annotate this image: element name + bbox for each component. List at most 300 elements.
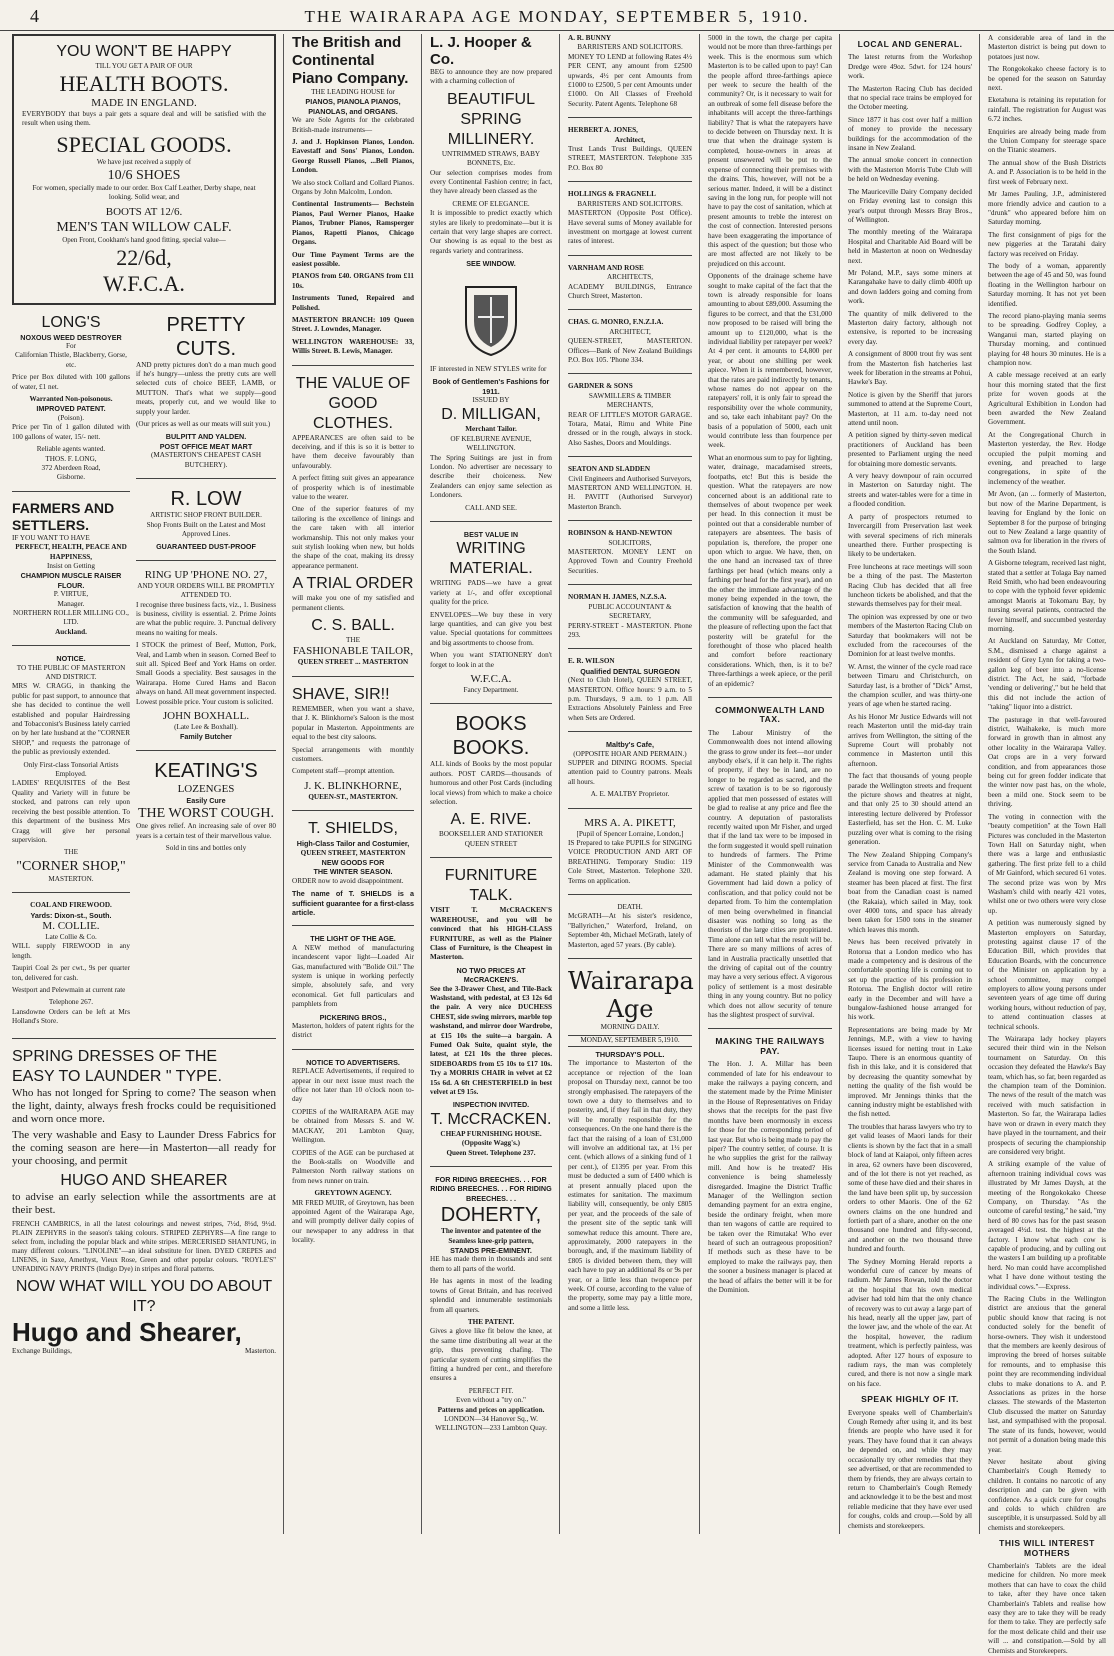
- local-item: The opinion was expressed by one or two members of the Masterton Racing Club on Saturday that bookmakers will not be excluded from the racecourses of the Dominion for at least twelve months.: [848, 612, 972, 659]
- notice-ladies: LADIES' REQUISITES of the Best Quality and Variety will in future be stocked, and patrons can rely upon receiving the best possible attention. To this department of the business Mrs Cragg will give her personal supervision.: [12, 779, 130, 844]
- local-item: The pasturage in that well-favoured district, Waihakeke, is much more forward in growth than in almost any other locality in the Wairarapa Valley. Oat crops are in a very forward condition, and from appearances those being cut for green fodder indicate that the winter now past has, on the whole, been a mild one. Stock seem to be thriving.: [988, 715, 1106, 809]
- local-item: As his Honor Mr Justice Edwards will not reach Masterton until the mid-day train arrives from Wellington, the sitting of the Supreme Court will probably not commence in Masterton until this afternoon.: [848, 712, 972, 768]
- card-sub: BARRISTERS AND SOLICITORS.: [577, 199, 683, 208]
- doherty-perfect: PERFECT FIT.: [468, 1386, 514, 1395]
- books-addr: QUEEN STREET: [464, 839, 518, 848]
- local-item: Eketahuna is retaining its reputation for rainfall. The registration for August was 6.72 inches.: [988, 96, 1106, 124]
- local-item: The record piano-playing mania seems to be spreading. Godfrey Copley, a Wanganui man, started playing on Thursday morning, and continued playing for 48 hours 30 minutes. He is a champion now.: [988, 311, 1106, 367]
- milligan-addr: OF KELBURNE AVENUE, WELLINGTON.: [450, 434, 532, 453]
- furniture-name: T. McCRACKEN.: [430, 1110, 552, 1128]
- ad-women: For women, specially made to our order. Box Calf Leather, Derby shape, neat looking. Solid wear, and: [32, 183, 256, 202]
- age-morning: MORNING DAILY.: [600, 1023, 660, 1032]
- cuts-title: PRETTY CUTS.: [166, 313, 246, 360]
- card-body: Trust Lands Trust Buildings, QUEEN STREET, MASTERTON. Telephone 335 P.O. Box 80: [568, 145, 692, 172]
- newspaper-nameplate: Wairarapa Age: [568, 967, 694, 1024]
- advertisers-copies2: COPIES of the AGE can be purchased at the Book-stalls on Woodville and Palmerston North railway stations on from news runner on train.: [292, 1148, 414, 1185]
- writing-fancy: Fancy Department.: [463, 686, 519, 695]
- doherty-even: Even without a "try on.": [456, 1396, 526, 1405]
- column-2: [286, 34, 420, 1534]
- ad-made: MADE IN ENGLAND.: [91, 97, 197, 109]
- column-5: [702, 34, 838, 1534]
- local-item: The New Zealand Shipping Company's service from Canada to Australia and New Zealand is moving one step forward. A steamer has been placed at first. The first boat from the Canadian coast is named (the Rakaia), which sailed in May, took over 4000 tons, and space has already been taken for 1500 tons in the steamer which leaves this month.: [848, 850, 972, 934]
- coal-body: WILL supply FIREWOOD in any length.: [12, 942, 130, 960]
- page-number: 4: [30, 6, 39, 26]
- keating-worst: THE WORST COUGH.: [138, 806, 274, 822]
- writing-env: ENVELOPES—We buy these in very large quantities, and can give you best value. Special quotations for committees and big assortments to choose from.: [430, 610, 552, 647]
- farmers-town: Auckland.: [55, 627, 87, 636]
- trial-fashion: FASHIONABLE TAILOR,: [292, 645, 414, 658]
- hooper-untrimmed: UNTRIMMED STRAWS, BABY BONNETS, Etc.: [441, 149, 541, 168]
- hooper-body: Our selection comprises modes from every Continental Fashion centre; in fact, they have already been classed as the: [430, 168, 552, 196]
- trial-body: will make you one of my satisfied and permanent clients.: [292, 594, 414, 612]
- piano-terms: Our Time Payment Terms are the easiest possible.: [292, 250, 414, 268]
- hooper-body2: It is impossible to predict exactly which styles are likely to predominate—but it is certain that very large shapes are correct. Our showing is as equal to the best as regards variety and contrariness.: [430, 209, 552, 255]
- death-title: DEATH.: [617, 903, 643, 912]
- shields-addr: QUEEN STREET, MASTERTON: [300, 848, 406, 857]
- local-item: The Racing Clubs in the Wellington district are anxious that the general public should know that racing is not conducted solely for the benefit of horse-owners. They wish it understood that the members are keenly desirous of improving the breed of horses suitable for remounts, and to emphasise this point they are recommending individual clubs to make donations to A. and P. Associations as prizes in the horse classes. The stewards of the Masterton Club discussed the matter on Saturday last, and sympathised with the proposal. The state of its funds, however, would not permit of a donation being made this year.: [988, 1295, 1106, 1454]
- local-item: The Sydney Morning Herald reports a wonderful cure of cancer by means of radium. Mr James Rowan, told the doctor at the hospital that his own medical adviser had told him that the only chance of recovery was to cut away a large part of his head, nearly all the upper jaw, part of the lower jaw, and the whole of the ear. At the hospital, however, the radium treatment, which is perfectly painless, was adopted. After 127 hours of exposure to radium rays, the man was completely cured, and there is not now a single mark on his face.: [848, 1257, 972, 1388]
- cuts-cheapest: (MASTERTON'S CHEAPEST CASH BUTCHERY).: [150, 451, 262, 469]
- shields-sub: High-Class Tailor and Costumier,: [296, 839, 410, 849]
- local-item: The Mauriceville Dairy Company decided on Friday evening last to consign this year's output through Messrs Bray Bros., of Wellington.: [848, 187, 972, 224]
- editorial-body-3: What an enormous sum to pay for lighting, water, drainage, macadamised streets, footpaths, etc! But this is beside the question. What the ratepayers are now concerned about is an additional rate to themselves of about twopence per week per head. In this connection it must be pointed out that a considerable number of ratepayers are absentees. The basis of population is, therefore, the proper one upon which to argue. We have, then, on the one hand an increased tax of three farthings per head (which means only a farthing per head for the first year), and on the other the immediate advantage of the money being expended in the town, the satisfaction of knowing that the health of the community will be safeguarded, and the pleasure of reflecting upon the fact that posterity will be grateful for the forethought of those who placed health and comfort before reactionary considerations. Which, then, is it to be? Three-farthings a week apiece, or the peril of an epidemic?: [708, 453, 832, 688]
- ad-subtitle: TILL YOU GET A PAIR OF OUR: [95, 62, 193, 70]
- local-general-title: LOCAL AND GENERAL.: [857, 39, 963, 49]
- ad-received: We have just received a supply of: [96, 157, 192, 166]
- card-sub: Architect,: [614, 135, 646, 144]
- notice-title: NOTICE.: [56, 654, 86, 664]
- shave-title: SHAVE, SIR!!: [292, 685, 390, 703]
- local-item: A considerable area of land in the Masterton district is being put down to potatoes just now.: [988, 34, 1106, 61]
- column-1: [6, 34, 282, 1534]
- spring-title2: EASY TO LAUNDER " TYPE.: [12, 1067, 222, 1085]
- ring-late: (Late Lee & Boxhall).: [174, 723, 238, 731]
- farmers-name: P. VIRTUE,: [53, 590, 89, 599]
- local-item: A petition signed by thirty-seven medical practitioners of Auckland has been presented to Parliament urging the need for obtaining more domestic servants.: [848, 431, 972, 468]
- age-poll: THURSDAY'S POLL.: [595, 1049, 665, 1059]
- age-body: The importance to Masterton of the acceptance or rejection of the loan proposal on Thursday next, cannot be too strongly emphasised. The ratepayers of the town owe a duty to themselves and to posterity, and, if they fail in that duty, they will be morally responsible for the consequences. On the one hand there is the fact that the raising of a loan of £31,000 will involve an additional tax, at 1½ per cent. (which allows of a sinking fund of 1 per cent.), of £1395 per year. From this must be deducted a sum of £400 which is at present annually placed upon the estimates for sanitation. The maximum liability will, consequently, be only £805 per year, and the proceeds of the sale of the present site of the septic tank will somewhat reduce this amount. There are, approximately, 2000 ratepayers in the borough, and, if the maximum liability of £805 is divided between them, they will each have to pay an additional 8s or 9s per year, or a little less than twopence per week. Of course, according to the value of the property, some may pay a little more, and some a little less.: [568, 1059, 692, 1312]
- card-5: [568, 382, 692, 448]
- railways-body: The Hon. J. A. Millar has been commended of late for his endeavour to make the railways a paying concern, and the statement made by the Prime Minister in the House of Representatives on Friday shows that the receipts for the past five months have been enormously in excess for those for the corresponding period of last year. But who is being made to pay the piper? The country settler, of course. It is he who supplies the grist for the railway mill. And how is he treated? His convenience is being shamelessly disregarded. Imagine the District Traffic Manager of the Wellington section demanding payment for an extra engine, beside the ordinary freight, when more than ten wagons of cattle are required to be taken over the Rimutaka! Who ever heard of such an outrageous proposition? If methods such as these have to be employed to make the railways pay, then the sooner a business manager is placed at the head of affairs the better will it be for the Dominion.: [708, 1060, 832, 1294]
- column-7: [982, 34, 1112, 1655]
- card-body: ACADEMY BUILDINGS, Entrance Church Street, Masterton.: [568, 282, 692, 300]
- local-item: A striking example of the value of afternoon training individual cows was illustrated by Mr James Daysh, at the meeting of the Rongokokako Cheese Company, on Thursday. "As the outcome of careful testing," he said, "my herd of 80 cows has for the past season averaged 4½d. test. the highest at the factory. I know what each cow is capable of producing, and by culling out the wasters I am building up a profitable herd. No man could have accomplished what I have done without testing the individual cows."—Express.: [988, 1160, 1106, 1291]
- books-name: A. E. RIVE.: [450, 811, 532, 829]
- spring-foot2: Masterton.: [245, 1346, 276, 1355]
- doherty-wellington: WELLINGTON—233 Lambton Quay.: [435, 1424, 547, 1433]
- column-divider: [421, 34, 422, 1534]
- column-divider: [839, 34, 840, 1534]
- coal-yards: Yards: Dixon-st., South.: [30, 910, 112, 920]
- notice-body: MRS W. CRAGG, in thanking the public for past support, to announce that she has decided to continue the well established and popular Hairdressing and Tobacconist's Business lately carried on by her late husband at the "CORNER SHOP," and requests the patronage of the public as previously extended.: [12, 682, 130, 757]
- coal-title: COAL AND FIREWOOD.: [30, 901, 112, 910]
- local-item: A consignment of 8000 trout fry was sent from the Masterton fish hatcheries last week for liberation in the streams at Pohui, Hawke's Bay.: [848, 350, 972, 387]
- commonwealth-body: The Labour Ministry of the Commonwealth does not intend allowing the grass to grow under its feet—nor under anybody else's, if it can help it. The rights of property, if they be in land, are no longer to be regarded as sacred, and the screw of taxation is to be so rigorously applied that men possessed of estates will be glad to realise at any price and flee the country. A deputation of pastoralists recently waited upon Mr Fisher, and urged that if the land tax were to be imposed in the form suggested it would spell ruination to hundreds of farmers. The Prime Minister of the Commonwealth was adamant. He stated plainly that his Government had laid down a policy of confiscation, and that policy could not be departed from. To him the contemplation of men being overwhelmed in financial disaster was nothing so long as the theorists of the large cities are propitiated. Time alone can tell what the result will be. There are so many millions of acres of land in Australia practically unsettled that the driving of capital out of the country may have a very serious effect. A vigorous policy of settlement is a most desirable thing in any young country. But no policy which does not allow security of tenure has the slightest prospect of survival.: [708, 728, 832, 1020]
- longs-product: NOXOUS WEED DESTROYER: [20, 332, 122, 342]
- spring-name: HUGO AND SHEARER: [60, 1171, 228, 1189]
- column-4: [562, 34, 698, 1534]
- local-item: The first consignment of pigs for the new piggeries at the Taratahi dairy factory was received on Friday.: [988, 230, 1106, 258]
- local-item: The troubles that harass lawyers who try to get valid leases of Maori lands for their clients is shown by the fact that in a small block of land at Kaiapoi, only fifteen acres in area, 62 owners have been discovered, and of the lot there is not yet reached, as some of these have died and their shares in the land have been split up, by succession orders to other Maoris. One of the 62 owners claims on the one hundred and fortieth part of a share, another on the one thousand one hundred and fifty-second, and another on the two thousand three hundred and fourth.: [848, 1122, 972, 1254]
- card-body: REAR OF LITTLE'S MOTOR GARAGE. Totara, Matai, Rimu and White Pine dressed or in the rough, always in stock. Also Sashes, Doors and Mouldings.: [568, 410, 692, 447]
- light-title: THE LIGHT OF THE AGE.: [310, 934, 396, 944]
- spring-sign: Hugo and Shearer,: [12, 1316, 242, 1347]
- local-item: The annual show of the Bush Districts A. and P. Association is to be held in the first week of February next.: [988, 158, 1106, 186]
- longs-price: Price per Box diluted with 100 gallons of water, £1 net.: [12, 373, 130, 391]
- piano-house: THE LEADING HOUSE for: [311, 88, 395, 96]
- local-item: A petition was numerously signed by Masterton employers on Saturday, protesting against clause 17 of the Education Bill, which provides that Education Boards, with the concurrence of the Minister on application by a school committee, may compel employers to allow young persons under seventeen years of age time off during working hours, without reduction of pay, to attend continuation classes at technical schools.: [988, 919, 1106, 1031]
- spring-question: NOW WHAT WILL YOU DO ABOUT IT?: [15, 1277, 273, 1315]
- piano-branch: MASTERTON BRANCH: 109 Queen Street. J. Lowndes, Manager.: [292, 315, 414, 334]
- card-name: HERBERT A. JONES,: [568, 126, 638, 135]
- ring-l2: AND YOUR ORDERS WILL BE PROMPTLY ATTENDED TO.: [137, 581, 275, 600]
- piano-title: The British and Continental Piano Company.: [292, 34, 409, 87]
- ring-name: JOHN BOXHALL.: [162, 710, 250, 722]
- local-item: The Rongokokako cheese factory is to be opened for the season on Saturday next.: [988, 65, 1106, 93]
- longs-title: LONG'S: [41, 313, 101, 331]
- doherty-stands: STANDS PRE-EMINENT.: [450, 1246, 532, 1256]
- doherty-sub: The inventor and patentee of the Seamless knee-grip pattern,: [441, 1227, 541, 1245]
- piano-items: PIANOS, PIANOLA PIANOS, PIANOLAS, and ORGANS.: [305, 97, 401, 116]
- mothers-body: Chamberlain's Tablets are the ideal medicine for children. No more meek mothers that can have to coax the child to take, after they have once taken Chamberlain's Tablets and realise how easy they are to take they will be ready for them to take. They are perfectly safe for the most delicate child and their use will ... and constipation.—Sold by all Chemists and Storekeepers.: [988, 1561, 1106, 1655]
- farmers-product: CHAMPION MUSCLE RAISER FLOUR.: [20, 571, 122, 590]
- trial-name: C. S. BALL.: [311, 617, 395, 635]
- shields-guar: The name of T. SHIELDS is a sufficient guarantee for a first-class article.: [292, 889, 414, 917]
- shave-addr: QUEEN-ST., MASTERTON.: [308, 792, 398, 801]
- masthead: THE WAIRARAPA AGE MONDAY, SEPTEMBER 5, 1910.: [304, 7, 810, 26]
- maltby-name: A. E. MALTBY Proprietor.: [590, 790, 670, 799]
- cuts-note: (Our prices as well as our meats will suit you.): [136, 420, 271, 429]
- card-3: [568, 264, 692, 302]
- milligan-body: The Spring Suitings are just in from London. No advertiser are necessary to describe their choiceness. New Zealanders can enjoy same selection as Londoners.: [430, 453, 552, 500]
- farmers-company: NORTHERN ROLLER MILLING CO., LTD.: [13, 608, 129, 627]
- clothes-body3: One of the superior features of my tailoring is the excellence of linings and the care taken with all interior workmanship. This not only makes your suit stylish looking when new, but holds the shape of the coat, making its dressy appearance permanent.: [292, 505, 414, 570]
- ad-open: Open Front, Cookham's hand good fitting, special value—: [62, 235, 226, 244]
- greytown-body: MR FRED MUIR, of Greytown, has been appointed Agent of the Wairarapa Age, and will promptly deliver daily copies of our newspaper to any address in that locality.: [292, 1198, 414, 1245]
- card-name: GARDNER & SONS: [568, 382, 633, 391]
- shave-body: REMEMBER, when you want a shave, that J. K. Blinkhorne's Saloon is the most popular in Masterton. Appointments are equal to the best city saloons.: [292, 704, 414, 742]
- editorial-body-1: 5000 in the town, the charge per capita would not be more than three-farthings per week. This is the enormous sum which Masterton is to be called upon to pay! Can the people afford three-farthings apiece per week to secure the health of the community? Or, is it necessary to wait for an outbreak of some fell disease before the inhabitants will accept the three-farthings liability? That is what the ratepayers have to decide between on Thursday next. It is true that when the drainage system is completed, house-owners in areas at present unsewered will be put to the expense of connecting their premises with the drains. This, however, will not be a serious matter. Indeed, it will be a distinct saving in the long run, for people will not have to pay the cost of sanitation, which at present amounts to treble the interest on the cost of connection. Interested persons have been exaggerating the importance of this aspect of the question; but those who are most affected are not likely to be prejudiced on this account.: [708, 34, 832, 268]
- maltby-sub: (OPPOSITE HOAR AND PERMAIN.): [573, 749, 687, 758]
- coal-name: M. COLLIE.: [42, 919, 100, 932]
- farmers-title: FARMERS AND SETTLERS.: [12, 499, 115, 533]
- local-item: Notice is given by the Sheriff that jurors summoned to attend at the Supreme Court, Masterton, at 11 a.m. to-day need not attend until noon.: [848, 390, 972, 428]
- local-item: At the Congregational Church in Masterton yesterday, the Rev. Hodge occupied the pulpit morning and evening, and preached to large congregations, in spite of the inclemency of the weather.: [988, 430, 1106, 486]
- column-6: [842, 34, 978, 1534]
- death-body: McGRATH—At his sister's residence, "Ballyrichen," Waterford, Ireland, on September 4th, Michael McGrath, lately of Masterton, aged 57 years. (By cable).: [568, 912, 692, 949]
- coal-westport: Westport and Pelewmain at current rate: [12, 985, 126, 994]
- furniture-body: VISIT T. McCRACKEN'S WAREHOUSE, and you will be convinced that his HIGH-CLASS FURNITURE, as well as the Plainer Class of Furniture, is the Cheapest in Masterton.: [430, 906, 552, 962]
- card-sub: Civil Engineers and Authorised Surveyors,: [568, 474, 692, 483]
- hooper-see: SEE WINDOW.: [466, 259, 516, 269]
- longs-poison: (Poison).: [57, 413, 85, 422]
- card-name: SEATON AND SLADDEN: [568, 465, 651, 474]
- trial-addr: QUEEN STREET ... MASTERTON: [297, 658, 409, 667]
- card-body: MASTERTON (Opposite Post Office). Have several sums of Money available for investment on mortgage at lowest current rates of interest.: [568, 209, 692, 246]
- spring-foot: Exchange Buildings,: [12, 1346, 72, 1355]
- ad-special: SPECIAL GOODS.: [56, 131, 232, 157]
- doherty-name: DOHERTY,: [440, 1204, 542, 1227]
- maltby-body: SUPPER and DINING ROOMS. Special attention paid to Country patrons. Meals all hours.: [568, 758, 692, 786]
- notice-town: MASTERTON.: [48, 874, 94, 883]
- furniture-title: FURNITURE TALK.: [444, 867, 538, 905]
- writing-body: WRITING PADS—we have a great variety at 1/-, and offer exceptional quality for the price.: [430, 579, 552, 607]
- local-item: Mr Poland, M.P., says some miners at Karangahake have to daily climb 400ft up and down ladders going and coming from work.: [848, 268, 972, 306]
- card-0: [568, 34, 692, 109]
- shields-season: THE WINTER SEASON.: [313, 867, 393, 877]
- writing-title: BEST VALUE IN: [463, 529, 519, 539]
- column-divider: [699, 34, 700, 1534]
- books-role: BOOKSELLER AND STATIONER: [438, 830, 544, 839]
- spring-advise: to advise an early selection while the assortments are at their best.: [12, 1190, 276, 1216]
- card-name: CHAS. G. MONRO, F.N.Z.I.A.: [568, 318, 664, 327]
- card-body: QUEEN-STREET, MASTERTON. Offices—Bank of New Zealand Buildings P.O. Box 105. 'Phone 334.: [568, 337, 692, 364]
- low-artistic: ARTISTIC SHOP FRONT BUILDER.: [150, 511, 262, 520]
- spring-dresses-ad: [12, 1047, 276, 1356]
- low-name: R. LOW: [170, 488, 242, 511]
- card-name: ROBINSON & HAND-NEWTON: [568, 529, 673, 538]
- local-item: A Gisborne telegram, received last night, stated that a settler at Tolaga Bay named Reid Smith, who had been endeavouring to cope with the typhoid fever epidemic amongst Maoris at Tokomaru Bay, by nursing several patients, contracted the fever himself, and succumbed yesterday morning.: [988, 559, 1106, 633]
- local-item: The body of a woman, apparently between the age of 45 and 50, was found floating in the Wellington harbour on Saturday morning. It has not yet been identified.: [988, 261, 1106, 308]
- longs-warranted: Warranted Non-poisonous.: [29, 395, 113, 404]
- editorial-body-2: Opponents of the drainage scheme have sought to make capital of the fact that the town is already responsible for loans amounting to about £89,000. Assuming the figures to be correct, and that the £31,000 now proposed to be raised will bring the amount up to £120,000, what is the individual liability per ratepayer per week? At 4 per cent. it amounts to £4,800 per year, or about one shilling per week apiece. When it is remembered, however, that the rates are paid indirectly by tenants, whose names do not appear on the ratepayers' roll, it is only fair to spread the responsibility over the whole community, and so, take each inhabitant pay? On the basis of a population of 5000, each unit would contribute less than fourpence per week.: [708, 272, 832, 450]
- doherty-patterns: Patterns and prices on application.: [437, 1405, 545, 1414]
- local-item: The Masterton Racing Club has decided that no special race trains be employed for the October meeting.: [848, 84, 972, 112]
- ring-body: I recognise three business facts, viz., 1. Business is business, civility is essential. 2. Prime Joints are what the public require. 3. Punctual delivery means no waiting for meals.: [136, 600, 276, 637]
- furniture-addr: Queen Street. Telephone 237.: [446, 1148, 536, 1157]
- local-item: A very heavy downpour of rain occurred in Masterton on Saturday night. The streets and water-tables were for a time in a flooded condition.: [848, 472, 972, 509]
- shave-name: J. K. BLINKHORNE,: [304, 779, 402, 792]
- card-body: (Next to Club Hotel), QUEEN STREET, MASTERTON. Office hours: 9 a.m. to 5 p.m. Thursdays, 9 a.m. to 1 p.m. All Extractions Absolutely Painless and Free when Sets are Ordered.: [568, 676, 692, 722]
- local-item: The Wairarapa lady hockey players secured their third win in the Nelson tournament on Saturday. On this occasion they defeated the Hawke's Bay team, which has, so far, been regarded as the champion team of the Dominion. The news of the result of the match was received with much satisfaction in Masterton. So far, the Wairarapa ladies have won or drawn in every match they have played in the tournament, and their prospects of securing the championship are considered very bright.: [988, 1035, 1106, 1156]
- ad-title: YOU WON'T BE HAPPY: [56, 43, 232, 60]
- longs-agents: Reliable agents wanted.: [36, 445, 106, 454]
- cuts-mart: POST OFFICE MEAT MART: [159, 441, 253, 451]
- light-name: PICKERING BROS.,: [319, 1012, 387, 1022]
- piano-tuned: Instruments Tuned, Repaired and Polished.: [292, 294, 414, 312]
- longs-for: For: [66, 342, 76, 351]
- card-name: A. R. BUNNY: [568, 34, 612, 42]
- local-item: News has been received privately in Rotorua that a London medico who has made a competency and is desirous of the comfortable sporting life is coming out to set up the practice of his profession in Rotorua. The English doctor will retire early in the December and will have a bungalow-fashioned house arranged for his work.: [848, 938, 972, 1022]
- longs-price2: Price per Tin of 1 gallon diluted with 100 gallons of water, 15/- nett.: [12, 423, 130, 441]
- low-shop: Shop Fronts Built on the Latest and Most Approved Lines.: [146, 520, 266, 538]
- column-divider: [559, 34, 560, 1534]
- card-name: HOLLINGS & FRAGNELL: [568, 190, 656, 199]
- local-item: W. Arnst, the winner of the cycle road race between Timaru and Christchurch, on Saturday last, is a brother of "Dick" Arnst, the champion sculler, and was thirty-one years of age when he started racing.: [848, 662, 972, 709]
- milligan-book: Book of Gentlemen's Fashions for 1911.: [432, 377, 550, 396]
- card-body: MASTERTON AND WELLINGTON. H. H. PAVITT (Authorised Surveyor) Masterton Branch.: [568, 484, 692, 511]
- doherty-body2: Gives a glove like fit below the knee, at the same time distributing all wear at the grip, thus preventing chafing. The particular system of cutting simplifies the fitting a hundred per cent., and therefore ensures a: [430, 1327, 552, 1383]
- keating-sold: Sold in tins and bottles only: [165, 844, 247, 853]
- farmers-l3: Insist on Getting: [47, 561, 95, 570]
- piano-also: We also stock Collard and Collard Pianos. Organs by John Malcolm, London.: [292, 178, 414, 197]
- greytown-title: GREYTOWN AGENCY.: [314, 1189, 392, 1198]
- milligan-role: Merchant Tailor.: [465, 425, 517, 434]
- local-item: A party of prospectors returned to Invercargill from Preservation last week with several specimens of rich minerals unearthed there. Further prospecting is likely to be undertaken.: [848, 512, 972, 559]
- card-sub: ARCHITECTS,: [606, 273, 654, 282]
- doherty-agents: He has agents in most of the leading towns of Great Britain, and has received splendid and innumerable testimonials from all quarters.: [430, 1277, 552, 1314]
- hooper-spring: SPRING: [460, 110, 522, 128]
- hooper-millinery: MILLINERY.: [447, 130, 535, 148]
- farmers-l2: PERFECT, HEALTH, PEACE AND HAPPINESS,: [15, 543, 127, 561]
- speak-title: SPEAK HIGHLY OF IT.: [861, 1394, 959, 1405]
- furniture-invited: INSPECTION INVITED.: [452, 1100, 530, 1110]
- doherty-title: FOR RIDING BREECHES. . . FOR RIDING BREECHES. . . FOR RIDING BREECHES. . .: [430, 1175, 552, 1203]
- doherty-patent: THE PATENT.: [467, 1317, 515, 1326]
- keating-sub: LOZENGES: [177, 782, 235, 795]
- books-title: BOOKS BOOKS.: [452, 713, 530, 760]
- hooper-title: L. J. Hooper & Co.: [430, 34, 532, 68]
- books-body: ALL kinds of Books by the most popular authors. POST CARDS—thousands of humorous and other Post Cards (including local views) from which to make a choice selection.: [430, 760, 552, 807]
- notice-to: TO THE PUBLIC OF MASTERTON AND DISTRICT.: [16, 663, 126, 681]
- cuts-body: AND pretty pictures don't do a man much good if he's hungry—unless the pretty cuts are well selected cuts of choice BEEF, LAMB, or MUTTON. That's what we supply—good meats, properly cut, and we would like to supply your larder.: [136, 360, 276, 416]
- age-date: MONDAY, SEPTEMBER 5,1910.: [568, 1035, 692, 1046]
- local-item: The fact that thousands of young people parade the Wellington streets and frequent the picture shows and theatres at night, and that only 25 to 30 should attend an interesting lecture delivered by Professor Easterfield, has set the Hon. C. M. Luke puzzling over what is coming to the rising generation.: [848, 772, 972, 847]
- keating-body: One gives relief. An increasing sale of over 80 years is a certain test of their marvellous value.: [136, 822, 276, 840]
- crest-emblem-icon: [456, 277, 526, 357]
- longs-maker: THOS. F. LONG,: [45, 454, 97, 463]
- speak-body: Everyone speaks well of Chamberlain's Cough Remedy after using it, and its best friends are people who have used it for years. They have found that it can always be depended on, and while they may occasionally try other remedies that they see advertised, or that are recommended to them by friends, they are always certain to return to Chamberlain's Cough Remedy and acknowledge it to be the best and most reliable medicine that they have ever used for coughs, colds and croup.—Sold by all chemists and storekeepers.: [848, 1408, 972, 1530]
- piano-prices: PIANOS from £40. ORGANS from £11 10s.: [292, 272, 414, 290]
- ring-title: RING UP 'PHONE NO. 27,: [144, 568, 268, 581]
- shields-order: ORDER now to avoid disappointment.: [292, 876, 404, 885]
- column-divider: [979, 34, 980, 1534]
- piano-agents: We are Sole Agents for the celebrated British-made instruments—: [292, 116, 414, 134]
- piano-continental: Continental Instruments— Bechstein Pianos, Paul Werner Pianos, Haake Pianos, Trubner Pianos, Ramsperger Pianos, Rapetti Pianos, Chicago Organs.: [292, 200, 414, 247]
- local-item: Free luncheons at race meetings will soon be a thing of the past. The Masterton Racing Club has decided that all free luncheon tickets be abolished, and that the stewards themselves pay for their meal.: [848, 562, 972, 609]
- local-item: The quantity of milk delivered to the Masterton dairy factory, although not extensive, is reported to be increasing every day.: [848, 309, 972, 346]
- card-body: MONEY TO LEND at following Rates 4½ PER CENT, any amount from £2500 upwards, 4½ per cent Amounts from £1000 to £2500, 5 per cent Amounts under £1000. On All Classes of Freehold Security. Patent Agents. Telephone 68: [568, 52, 692, 108]
- cuts-shop: BULPITT AND YALDEN.: [165, 432, 247, 442]
- local-item: Mr Avon, (an ... formerly of Masterton, but now of the Marine Department, is leaving for England by the Ionic on September 8 for the purpose of bringing out to New Zealand a large quantity of salmon ova for liberation in the rivers of the South Island.: [988, 490, 1106, 555]
- light-foot: Masterton, holders of patent rights for the district: [292, 1022, 414, 1040]
- furniture-role: CHEAP FURNISHING HOUSE.: [440, 1129, 542, 1138]
- doherty-london: LONDON—34 Hanover Sq., W.: [444, 1414, 538, 1423]
- coal-orders: Lansdowne Orders can be left at Mrs Holland's Store.: [12, 1007, 130, 1026]
- local-item: The annual smoke concert in connection with the Masterton Morris Tube Club will be held on Wednesday evening.: [848, 156, 972, 184]
- advertisers-body: REPLACE Advertisements, if required to appear in our next issue must reach the office not later than 10 o'clock noon to-day: [292, 1067, 414, 1104]
- card-name: E. R. WILSON: [568, 657, 615, 666]
- writing-wfca: W.F.C.A.: [470, 673, 512, 686]
- furniture-opp: (Opposite Wagg's.): [461, 1139, 521, 1148]
- keating-title: KEATING'S: [154, 759, 258, 782]
- shave-special: Special arrangements with monthly customers.: [292, 745, 414, 763]
- coal-phone: Telephone 267.: [48, 998, 94, 1007]
- ad-wfca: W.F.C.A.: [103, 270, 185, 296]
- card-sub: BARRISTERS AND SOLICITORS.: [577, 43, 683, 52]
- spring-body2: The very washable and Easy to Launder Dress Fabrics for the coming season are here—in Masterton—all ready for your choosing, and permit: [12, 1128, 276, 1167]
- advertisers-title: NOTICE TO ADVERTISERS.: [306, 1057, 400, 1067]
- pikett-sub: [Pupil of Spencer Lorraine, London,]: [576, 829, 684, 838]
- coal-price: Taupiri Coal 2s per cwt., 9s per quarter ton, delivered for cash.: [12, 964, 130, 982]
- longs-town: Gisborne.: [56, 473, 86, 482]
- longs-improved: IMPROVED PATENT.: [36, 404, 106, 414]
- writing-when: When you want STATIONERY don't forget to look in at the: [430, 651, 552, 669]
- milligan-intro: IF interested in NEW STYLES write for: [430, 364, 547, 373]
- coal-late: Late Collie & Co.: [45, 932, 97, 941]
- shields-title: T. SHIELDS,: [308, 820, 398, 838]
- local-item: Enquiries are already being made from the Union Company for steerage space on the Titanic steamers.: [988, 127, 1106, 155]
- col1-left: [12, 313, 130, 1030]
- shields-new: NEW GOODS FOR: [321, 857, 385, 867]
- farmers-l1: IF YOU WANT TO HAVE: [12, 533, 90, 542]
- railways-title: MAKING THE RAILWAYS PAY.: [715, 1036, 825, 1056]
- ring-role: Family Butcher: [180, 732, 232, 742]
- card-body: MASTERTON. MONEY LENT on Approved Town and Country Freehold Securities.: [568, 548, 692, 575]
- card-name: NORMAN H. JAMES, N.Z.S.A.: [568, 593, 667, 602]
- hooper-creme: CREME OF ELEGANCE.: [452, 199, 530, 208]
- pikett-title: MRS A. A. PIKETT,: [584, 816, 676, 829]
- longs-address: 372 Aberdeen Road,: [41, 463, 101, 472]
- keating-easily: Easily Cure: [186, 795, 226, 805]
- clothes-title: THE VALUE OF GOOD CLOTHES.: [295, 374, 411, 432]
- local-item: Since 1877 it has cost over half a million of money to provide the necessary buildings for the accommodation of the insane in New Zealand.: [848, 115, 972, 153]
- local-item: Representations are being made by Mr Jennings, M.P., with a view to having licenses issued for netting trout in Lake Taupo. There is an enormous quantity of fish in this lake, and it is considered that by decreasing the quantity somewhat by netting the quality of the fish would be improved. Mr Jennings thinks that the canning industry might be established with the fish netted.: [848, 1025, 972, 1119]
- trial-the: THE: [346, 636, 360, 645]
- local-item: A cable message received at an early hour this morning stated that the first prize for woven goods at the Agricultural Exhibition in London had been awarded the New Zealand Government.: [988, 371, 1106, 427]
- piano-warehouse: WELLINGTON WAREHOUSE: 33, Willis Street. B. Lewis, Manager.: [292, 337, 414, 356]
- advertisers-copies: COPIES of the WAIRARAPA AGE may be obtained from Messrs S. and W. MACKAY, 201 Lambton Quay, Wellington.: [292, 1107, 414, 1145]
- furniture-no: NO TWO PRICES AT McCRACKEN'S.: [456, 965, 526, 985]
- ad-body: EVERYBODY that buys a pair gets a square deal and will be satisfied with the result when using them.: [22, 110, 266, 128]
- milligan-name: D. MILLIGAN,: [441, 406, 541, 424]
- spring-items: FRENCH CAMBRICS, in all the latest colourings and newest stripes, 7½d, 8½d, 9½d. PLAIN ZEPHYRS in the season's taking colours. STRIPED ZEPHYRS—A fine range to select from, including the popular black and white stripes. MERCERISED SHANTUNG, in many different colours. "LINOLINE"—an ideal substitute for linen. DYED CREPES and LINENS, in Saxe, Amethyst, Vieux Rose, Green and other popular colours. "ROYLE'S" UNFADING NAVY PRINTS (Indigo Dye) in stripes and floral patterns.: [12, 1219, 276, 1273]
- notice-the: THE: [64, 848, 78, 857]
- milligan-call: CALL AND SEE.: [465, 503, 517, 512]
- local-item: At Auckland on Saturday, Mr Cotter, S.M., dismissed a charge against a resident of Grey Lynn for taking a two-gallon keg of beer into a no-license district. The Act, he said, "forbade 'vending or delivering'," but he held that this did not include the action of "taking" liquor into a district.: [988, 637, 1106, 712]
- ring-stock: I STOCK the primest of Beef, Mutton, Pork, Veal, and Lamb when in season. Corned Beef to suit all. Spiced Beef and York Hams on order. Small Goods a speciality. Best sausages in the Wairarapa. Home Cured Hams and Bacon always on hand. All meat government inspected. Lowest possible price. Your custom is solicited.: [136, 641, 276, 706]
- col1-right: [136, 313, 276, 1030]
- ad-product: HEALTH BOOTS.: [59, 71, 229, 96]
- card-sub: ARCHITECT,: [609, 327, 651, 336]
- card-sub: PUBLIC ACCOUNTANT & SECRETARY,: [588, 602, 672, 621]
- doherty-body: HE has made them in thousands and sent them to all parts of the world.: [430, 1255, 552, 1273]
- card-6: [568, 465, 692, 512]
- spring-body: Who has not longed for Spring to come? The season when the light, dainty, always fresh frocks could be requisitioned and worn once more.: [12, 1086, 276, 1125]
- local-item: Never hesitate about giving Chamberlain's Cough Remedy to children. It contains no narcotic of any description and can be given with confidence. As a quick cure for coughs and colds to which children are susceptible, it is unsurpassed. Sold by all chemists and storekeepers.: [988, 1457, 1106, 1532]
- card-body: PERRY-STREET - MASTERTON. Phone 293.: [568, 621, 692, 639]
- low-guar: GUARANTEED DUST-PROOF: [156, 542, 256, 552]
- ad-mens: MEN'S TAN WILLOW CALF.: [56, 219, 232, 235]
- local-item: The voting in connection with the "beauty competition" at the Town Hall Pictures was concluded in the Masterton Town Hall on Saturday night, when there was a large and enthusiastic gathering. The first prize fell to a child of Mr Gainford, which secured 61 votes. The second prize was won by Mrs Washam's child with nearly 421 votes, whilst one or two others were very close up.: [988, 812, 1106, 915]
- pikett-body: IS Prepared to take PUPILS for SINGING VOICE PRODUCTION AND ART OF BREATHING. Temporary Studio: 119 Cole Street, Masterton. Telephone 320. Terms on application.: [568, 839, 692, 885]
- notice-corner: "CORNER SHOP,": [16, 858, 126, 874]
- column-divider: [283, 34, 284, 1534]
- ad-shoes: 10/6 SHOES: [107, 167, 181, 183]
- card-1: [568, 126, 692, 173]
- light-body: A NEW method of manufacturing incandescent vapor light—Loaded Air Gas, manufactured with "Bolide Oil." The system is unique in working perfectly simple, absolutely safe, and very economical. Get full particulars and pamphlets from: [292, 943, 414, 1009]
- ad-boots-price: BOOTS AT 12/6.: [105, 205, 183, 218]
- card-9: [568, 657, 692, 723]
- card-2: [568, 190, 692, 246]
- page-header: [0, 0, 1114, 31]
- trial-title: A TRIAL ORDER: [292, 575, 414, 593]
- health-boots-ad: [12, 34, 276, 305]
- piano-makers: J. and J. Hopkinson Pianos, London. Eavestaff and Sons' Pianos, London. George Russell Pianos, ...Bell Pianos, London.: [292, 138, 414, 175]
- clothes-body2: A perfect fitting suit gives an appearance of prosperity which is of inestimable value to the wearer.: [292, 474, 414, 501]
- local-item: The latest returns from the Workshop Dredge were 49oz. 5dwt. for 124 hours' work.: [848, 53, 972, 81]
- card-name: VARNHAM AND ROSE: [568, 263, 644, 272]
- commonwealth-title: COMMONWEALTH LAND TAX.: [715, 705, 825, 725]
- ad-price: 22/6d,: [116, 244, 172, 270]
- spring-title: SPRING DRESSES OF THE: [12, 1047, 218, 1065]
- mothers-title: THIS WILL INTEREST MOTHERS: [999, 1538, 1095, 1558]
- writing-sub: WRITING MATERIAL.: [449, 540, 533, 578]
- furniture-items: See the 3-Drawer Chest, and Tile-Back Washstand, with pedestal, at £3 12s 6d the pair. A very nice DUCHESS CHEST, side swing mirrors, marble top washstand, and mirror door Wardrobe, at £15 10s the suite—a bargain. A Fumed Oak Suite, quaint style, the latest, at £21 10s the three pieces. SIDEBOARDS from £5 10s to £17 10s. Try a MORRIS CHAIR in velvet at £2 15s 6d. A 6ft CHESTERFIELD in best velvet at £9 15s.: [430, 984, 552, 1096]
- longs-desc: Californian Thistle, Blackberry, Gorse, etc.: [15, 351, 127, 369]
- column-3: [424, 34, 558, 1534]
- hooper-beautiful: BEAUTIFUL: [446, 90, 535, 108]
